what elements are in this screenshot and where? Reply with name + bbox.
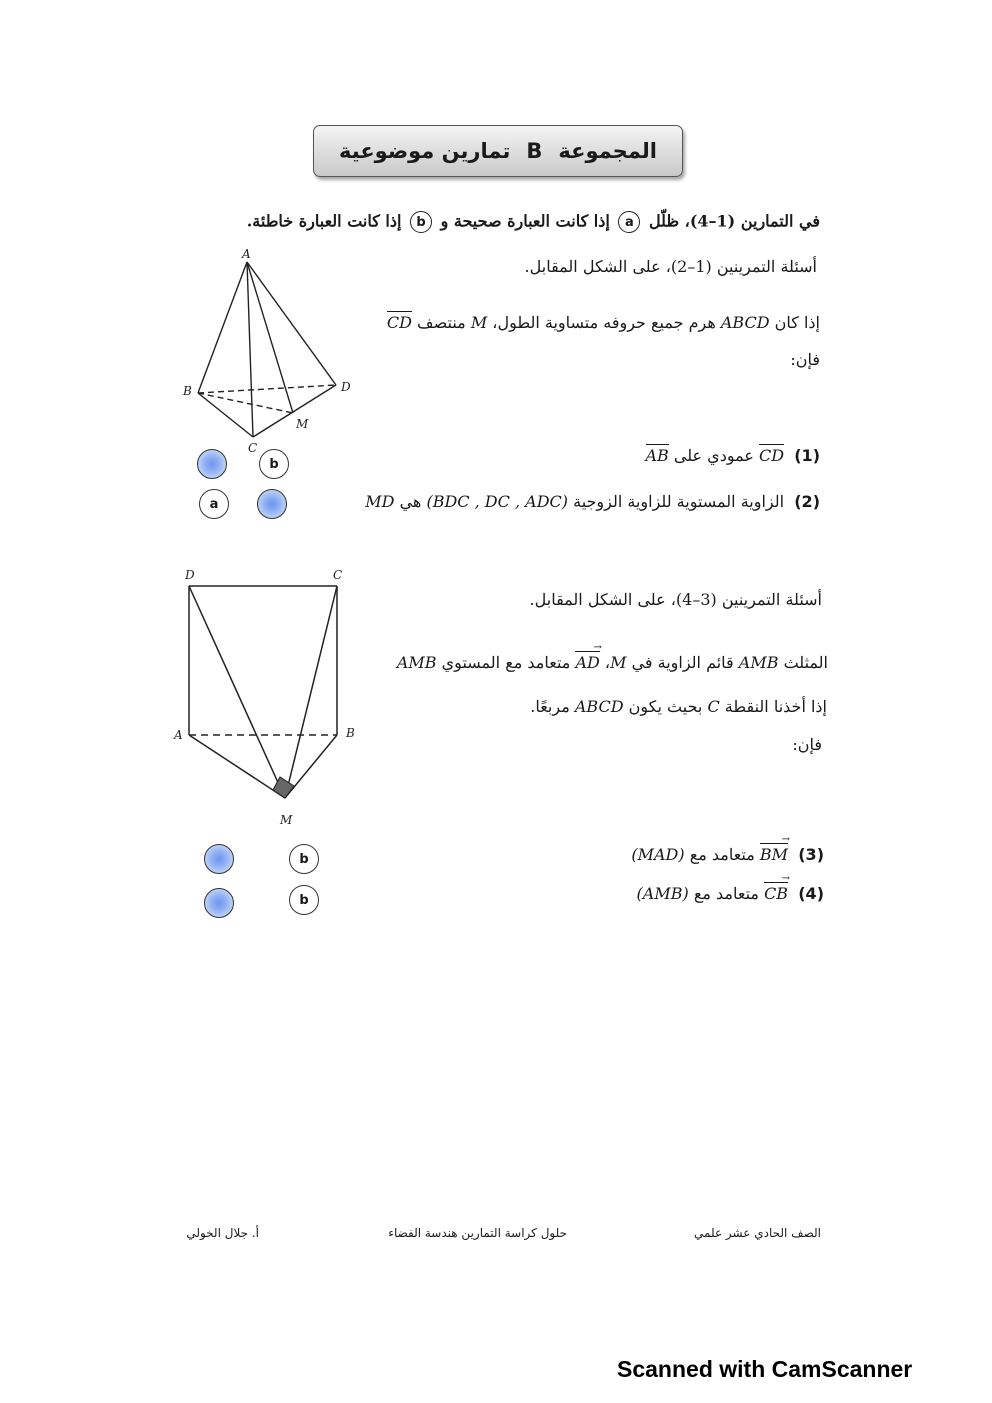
q1-bubble-a-shaded[interactable] <box>197 449 227 479</box>
ray-ad: AD → <box>575 653 599 672</box>
q2-bubble-b-shaded[interactable] <box>257 489 287 519</box>
footer-book: حلول كراسة التمارين هندسة الفضاء <box>388 1226 567 1240</box>
square-label-b: B <box>346 726 355 740</box>
q2-bubble-a[interactable]: a <box>199 489 229 519</box>
group-letter: B <box>526 139 543 163</box>
square-label-c: C <box>333 568 343 582</box>
pyramid-label-a: A <box>242 247 251 261</box>
question-2: (2) الزاوية المستوية للزاوية الزوجية (BDC , DC , ADC) هي MD <box>365 492 820 511</box>
section1-premise: إذا كان ABCD هرم جميع حروفه متساوية الطول، M منتصف CD <box>386 313 820 332</box>
section1-title: أسئلة التمرينين (1–2)، على الشكل المقابل. <box>524 257 817 276</box>
q3-bubble-a-shaded[interactable] <box>204 844 234 874</box>
segment-ab: AB <box>645 446 669 465</box>
section1-then: فإن: <box>790 350 820 369</box>
section2-title: أسئلة التمرينين (3–4)، على الشكل المقابل. <box>529 590 822 609</box>
square-label-a: A <box>174 728 183 742</box>
segment-cd: CD <box>386 313 412 332</box>
ray-bm: BM → <box>760 845 788 864</box>
section2-premise-2: إذا أخذنا النقطة C بحيث يكون ABCD مربعًا. <box>530 697 827 716</box>
section2-premise-1: المثلث AMB قائم الزاوية في M، AD → متعامد مع المستوي AMB <box>397 653 828 672</box>
section-subtitle: تمارين موضوعية <box>339 139 511 163</box>
footer-author: أ. جلال الخولي <box>186 1226 259 1240</box>
instruction-line: في التمارين (1–4)، ظلّل a إذا كانت العبارة صحيحة و b إذا كانت العبارة خاطئة. <box>247 211 820 233</box>
q4-bubble-b[interactable]: b <box>289 885 319 915</box>
section2-then: فإن: <box>792 735 822 754</box>
question-3: (3) BM → متعامد مع (MAD) <box>631 845 824 864</box>
square-label-d: D <box>185 568 195 582</box>
square-label-m: M <box>280 813 293 827</box>
q1-bubble-b[interactable]: b <box>259 449 289 479</box>
question-1: (1) CD عمودي على AB <box>645 446 820 465</box>
pyramid-label-c: C <box>248 441 258 455</box>
ray-cb: CB → <box>764 884 788 903</box>
question-4: (4) CB → متعامد مع (AMB) <box>637 884 824 903</box>
camscanner-watermark: Scanned with CamScanner <box>617 1356 913 1382</box>
circle-a-icon: a <box>618 211 640 233</box>
pyramid-label-m: M <box>296 417 309 431</box>
group-word: المجموعة <box>558 139 657 163</box>
pyramid-figure <box>180 245 370 460</box>
segment-cd-q1: CD <box>758 446 785 465</box>
square-figure <box>170 565 370 830</box>
footer-grade: الصف الحادي عشر علمي <box>694 1226 821 1240</box>
section-header <box>313 125 683 177</box>
circle-b-icon: b <box>410 211 432 233</box>
q3-bubble-b[interactable]: b <box>289 844 319 874</box>
pyramid-label-b: B <box>183 384 192 398</box>
q4-bubble-a-shaded[interactable] <box>204 888 234 918</box>
pyramid-label-d: D <box>341 380 351 394</box>
angle-md: MD <box>365 492 395 511</box>
